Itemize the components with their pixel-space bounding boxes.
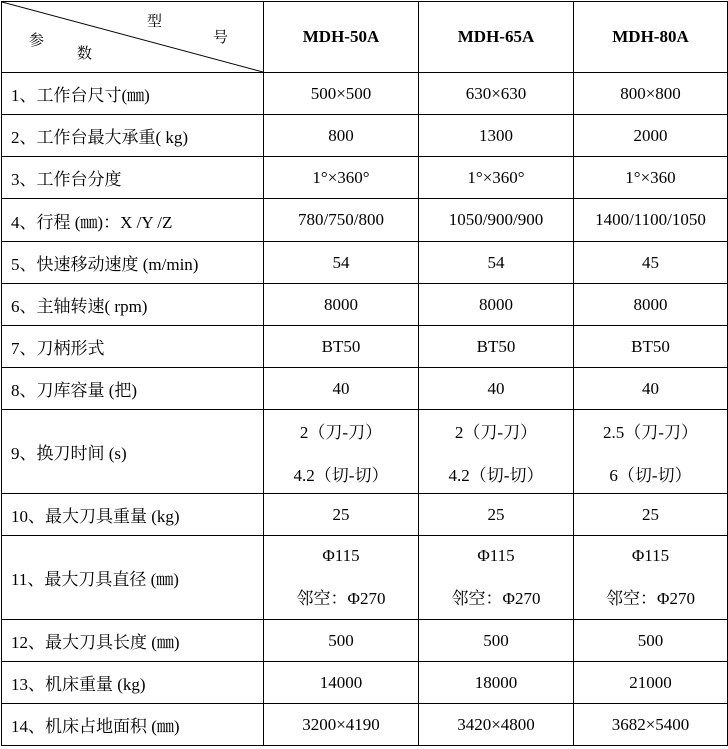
row-label: 5、快速移动速度 (m/min) [2,242,264,284]
row-value: 800×800 [574,73,728,115]
row-value: 3420×4800 [419,704,574,746]
row-label: 13、机床重量 (kg) [2,662,264,704]
table-row [2,199,728,242]
row-value: 14000 [264,662,419,704]
table-row [2,662,728,704]
table-row [2,410,728,494]
row-value: BT50 [574,326,728,368]
row-value: BT50 [264,326,419,368]
row-value: 40 [264,368,419,410]
row-value: 25 [264,494,419,536]
row-value [264,536,419,620]
value-line: 邻空：Φ270 [606,589,695,608]
row-value: 500 [419,620,574,662]
row-value: 40 [419,368,574,410]
table-row [2,73,728,115]
row-value: 1050/900/900 [419,199,574,242]
model-header-1: MDH-50A [264,2,419,73]
corner-header-cell [2,2,264,73]
row-value: 21000 [574,662,728,704]
value-line: 4.2（切-切） [448,465,544,485]
table-row [2,620,728,662]
table-row [2,242,728,284]
row-label: 9、换刀时间 (s) [2,410,264,494]
spec-table [1,1,728,746]
value-line: 邻空：Φ270 [296,589,386,608]
row-value: 1400/1100/1050 [574,199,728,242]
model-header-3: MDH-80A [574,2,728,73]
row-label: 12、最大刀具长度 (㎜) [2,620,264,662]
row-label: 11、最大刀具直径 (㎜) [2,536,264,620]
value-line: 4.2（切-切） [293,465,389,485]
row-value: 8000 [574,284,728,326]
table-row [2,704,728,746]
table-row [2,157,728,199]
row-value: 500 [574,620,728,662]
value-line: 2（刀-刀） [299,422,383,442]
row-value: 8000 [419,284,574,326]
row-value: 18000 [419,662,574,704]
row-value: 630×630 [419,73,574,115]
table-row [2,536,728,620]
row-value: 3682×5400 [574,704,728,746]
row-value: 500 [264,620,419,662]
table-row [2,115,728,157]
row-label: 7、刀柄形式 [2,326,264,368]
header-row [2,2,728,73]
row-value [419,536,574,620]
table-row [2,494,728,536]
value-line: 邻空：Φ270 [451,589,541,608]
value-line: 6（切-切） [609,465,692,485]
row-label: 8、刀库容量 (把) [2,368,264,410]
row-value [419,410,574,494]
table-row [2,326,728,368]
corner-label-xing: 型 [147,14,163,30]
corner-label-can: 参 [29,33,45,49]
model-header-2: MDH-65A [419,2,574,73]
row-value: 25 [574,494,728,536]
corner-label-shu: 数 [77,46,93,62]
value-line: 2.5（刀-刀） [603,422,698,442]
row-value [264,410,419,494]
row-value: 40 [574,368,728,410]
row-value: 800 [264,115,419,157]
row-value: 8000 [264,284,419,326]
row-label: 4、行程 (㎜)：X /Y /Z [2,199,264,242]
row-value: 500×500 [264,73,419,115]
row-value: 25 [419,494,574,536]
table-row [2,284,728,326]
row-value: 1°×360° [419,157,574,199]
row-label: 1、工作台尺寸(㎜) [2,73,264,115]
corner-label-hao: 号 [213,30,229,46]
row-value [574,536,728,620]
row-label: 6、主轴转速( rpm) [2,284,264,326]
row-label: 2、工作台最大承重( kg) [2,115,264,157]
row-value: 1°×360° [264,157,419,199]
row-value: 1°×360 [574,157,728,199]
value-line: Φ115 [477,546,515,565]
row-label: 3、工作台分度 [2,157,264,199]
value-line: Φ115 [631,546,670,565]
row-label: 10、最大刀具重量 (kg) [2,494,264,536]
row-value: 54 [264,242,419,284]
row-value: 45 [574,242,728,284]
table-row [2,368,728,410]
row-value: 2000 [574,115,728,157]
row-value: 54 [419,242,574,284]
row-value: 3200×4190 [264,704,419,746]
value-line: 2（刀-刀） [454,422,538,442]
row-value [574,410,728,494]
row-value: 1300 [419,115,574,157]
value-line: Φ115 [322,546,360,565]
row-value: 780/750/800 [264,199,419,242]
row-value: BT50 [419,326,574,368]
row-label: 14、机床占地面积 (㎜) [2,704,264,746]
